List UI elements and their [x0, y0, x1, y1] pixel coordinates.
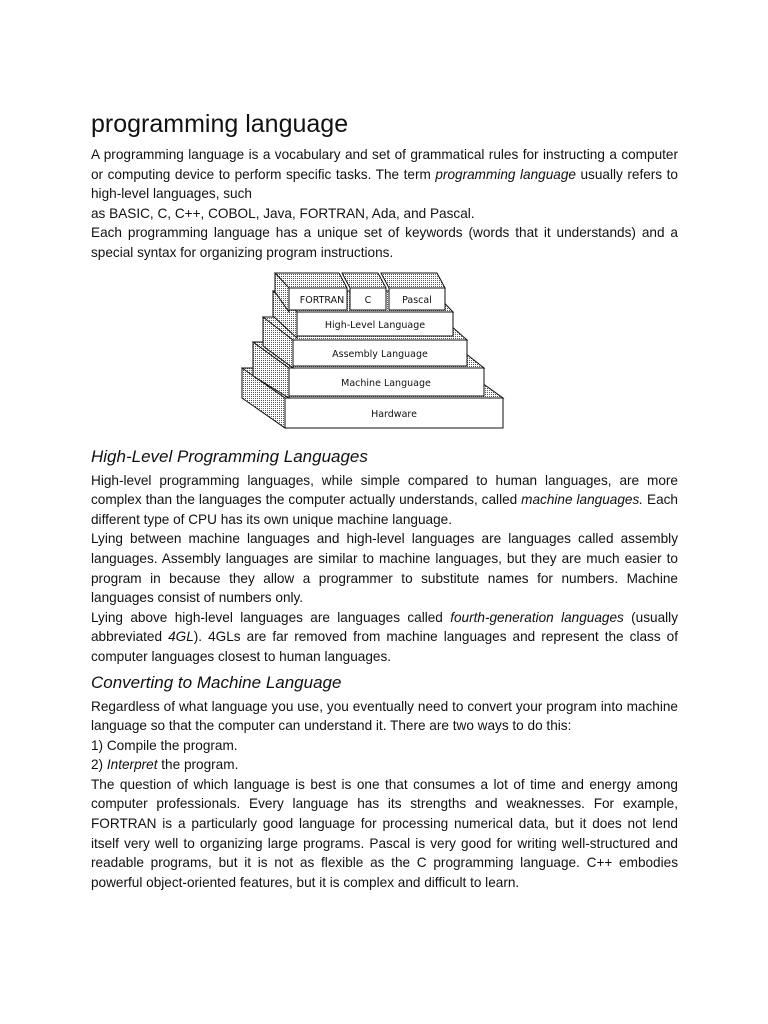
page-title: programming language — [91, 110, 349, 138]
intro-term-emphasis: programming language — [435, 166, 576, 182]
converting-paragraph-2: The question of which language is best is one that consumes a lot of time and energy among computer professionals. Every language has its strengths and weaknesses. For example, FORTRAN is a particularly good language for processing numerical data, but it does not lend itself very well to organizing large programs. Pascal is very good for writing well-structured and readable programs, but it is not as flexible as the C programming language. C++ embodies powerful object-oriented features, but it is complex and difficult to learn. — [91, 776, 678, 890]
high-level-paragraph-1 — [91, 471, 678, 530]
fourth-gen-text-a: Lying above high-level languages are languages called — [91, 609, 451, 625]
high-level-text-a: High-level programming languages, while simple compared to human languages, are more complex than the languages the computer actually understands, called — [91, 472, 678, 508]
list-item-interpret-rest: the program. — [157, 757, 239, 773]
fourth-gen-text-b: (usually abbreviated — [91, 609, 678, 645]
converting-paragraph-1: Regardless of what language you use, you eventually need to convert your program into machine language so that the computer can understand it. There are two ways to do this: — [91, 698, 678, 734]
4gl-emphasis: 4GL — [168, 629, 194, 645]
list-item-interpret — [91, 755, 678, 775]
section-heading-high-level: High-Level Programming Languages — [91, 446, 368, 466]
fourth-gen-text-c: ). 4GLs are far removed from machine languages and represent the class of computer languages closest to human languages. — [91, 629, 678, 664]
list-item-compile: 1) Compile the program. — [91, 737, 238, 753]
intro-paragraph-1 — [91, 145, 678, 204]
layer-label-assembly-language: Assembly Language — [332, 348, 428, 360]
language-pyramid-figure — [91, 272, 678, 440]
pyramid-top-blocks — [275, 273, 445, 312]
section-heading-converting: Converting to Machine Language — [91, 672, 342, 692]
intro-text-a: A programming language is a vocabulary and set of grammatical rules for instructing a computer or computing device to perform specific tasks. The term — [91, 147, 678, 182]
intro-paragraph-2: Each programming language has a unique set of keywords (words that it understands) and a special syntax for organizing program instructions. — [91, 225, 678, 260]
high-level-text-b: Each different type of CPU has its own unique machine language. — [91, 492, 678, 527]
layer-label-hardware: Hardware — [371, 408, 417, 420]
layer-label-machine-language: Machine Language — [341, 377, 431, 389]
top-block-label-pascal: Pascal — [402, 294, 432, 306]
interpret-emphasis: Interpret — [106, 757, 158, 773]
top-block-label-fortran: FORTRAN — [299, 294, 345, 306]
document-page — [91, 108, 678, 892]
machine-languages-emphasis: machine languages. — [521, 492, 644, 508]
intro-paragraph-languages: as BASIC, C, C++, COBOL, Java, FORTRAN, Ada, and Pascal. — [91, 205, 475, 221]
language-pyramid-diagram — [241, 272, 505, 438]
intro-text-b: usually refers to high-level languages, such — [91, 166, 678, 202]
layer-label-high-level-language: High-Level Language — [324, 319, 426, 331]
high-level-paragraph-2: Lying between machine languages and high-level languages are languages called assembly languages. Assembly languages are similar to machine languages, but they are much easier to program in because they allow a programmer to substitute names for numbers. Machine languages consist of numbers only. — [91, 531, 678, 606]
fourth-gen-emphasis: fourth-generation languages — [450, 609, 624, 625]
top-block-label-c: C — [364, 294, 372, 306]
list-item-interpret-number: 2) — [91, 757, 107, 773]
high-level-paragraph-3 — [91, 608, 678, 667]
